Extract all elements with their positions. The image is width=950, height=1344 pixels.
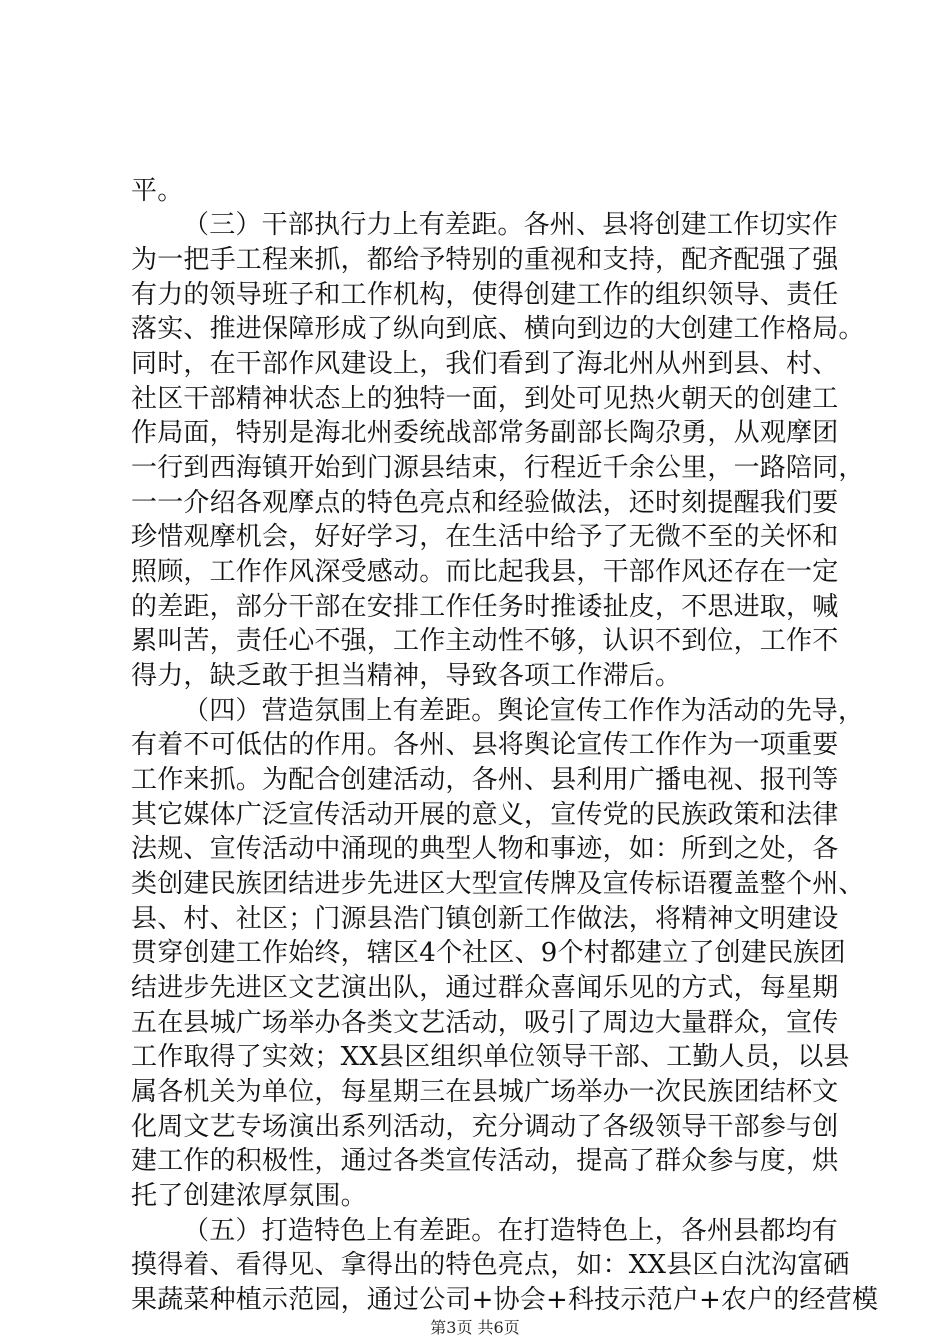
text-line: 建工作的积极性，通过各类宣传活动，提高了群众参与度，烘	[131, 1146, 839, 1176]
text-line: 果蔬菜种植示范园，通过公司+协会+科技示范户+农户的经营模	[131, 1285, 879, 1315]
text-line: 作局面，特别是海北州委统战部常务副部长陶尕勇，从观摩团	[131, 418, 839, 448]
page-number-footer: 第3页 共6页	[430, 1318, 520, 1337]
text-line: 托了创建浓厚氛围。	[131, 1181, 367, 1211]
text-line: 社区干部精神状态上的独特一面，到处可见热火朝天的创建工	[131, 384, 839, 414]
text-line: 其它媒体广泛宣传活动开展的意义，宣传党的民族政策和法律	[131, 800, 839, 830]
paragraph-start-line: （四）营造氛围上有差距。舆论宣传工作作为活动的先导，	[183, 696, 865, 726]
paragraph-start-line: （三）干部执行力上有差距。各州、县将创建工作切实作	[183, 210, 839, 240]
paragraph-start-line: （五）打造特色上有差距。在打造特色上，各州县都均有	[183, 1216, 839, 1246]
text-line: 摸得着、看得见、拿得出的特色亮点，如：XX县区白沈沟富硒	[131, 1250, 850, 1280]
text-line: 结进步先进区文艺演出队，通过群众喜闻乐见的方式，每星期	[131, 973, 839, 1003]
text-line: 县、村、社区；门源县浩门镇创新工作做法，将精神文明建设	[131, 904, 839, 934]
text-line: 一一介绍各观摩点的特色亮点和经验做法，还时刻提醒我们要	[131, 488, 839, 518]
text-line: 一行到西海镇开始到门源县结束，行程近千余公里，一路陪同，	[131, 453, 865, 483]
text-line: 得力，缺乏敢于担当精神，导致各项工作滞后。	[131, 661, 682, 691]
text-line: 类创建民族团结进步先进区大型宣传牌及宣传标语覆盖整个州、	[131, 869, 865, 899]
text-line: 属各机关为单位，每星期三在县城广场举办一次民族团结杯文	[131, 1077, 839, 1107]
text-line: 落实、推进保障形成了纵向到底、横向到边的大创建工作格局。	[131, 314, 865, 344]
text-line: 为一把手工程来抓，都给予特别的重视和支持，配齐配强了强	[131, 245, 839, 275]
text-line: 工作来抓。为配合创建活动，各州、县利用广播电视、报刊等	[131, 765, 839, 795]
text-line: 同时，在干部作风建设上，我们看到了海北州从州到县、村、	[131, 349, 839, 379]
text-line: 化周文艺专场演出系列活动，充分调动了各级领导干部参与创	[131, 1112, 839, 1142]
text-line: 有力的领导班子和工作机构，使得创建工作的组织领导、责任	[131, 280, 839, 310]
text-line: 五在县城广场举办各类文艺活动，吸引了周边大量群众，宣传	[131, 1008, 839, 1038]
text-line: 贯穿创建工作始终，辖区4个社区、9个村都建立了创建民族团	[131, 938, 846, 968]
text-line: 累叫苦，责任心不强，工作主动性不够，认识不到位，工作不	[131, 626, 839, 656]
text-line: 的差距，部分干部在安排工作任务时推诿扯皮，不思进取，喊	[131, 592, 839, 622]
text-line: 珍惜观摩机会，好好学习，在生活中给予了无微不至的关怀和	[131, 522, 839, 552]
text-line: 工作取得了实效；XX县区组织单位领导干部、工勤人员，以县	[131, 1042, 850, 1072]
text-line: 有着不可低估的作用。各州、县将舆论宣传工作作为一项重要	[131, 730, 839, 760]
text-line: 照顾，工作作风深受感动。而比起我县，干部作风还存在一定	[131, 557, 839, 587]
text-line: 法规、宣传活动中涌现的典型人物和事迹，如：所到之处，各	[131, 834, 839, 864]
text-line: 平。	[131, 176, 184, 206]
